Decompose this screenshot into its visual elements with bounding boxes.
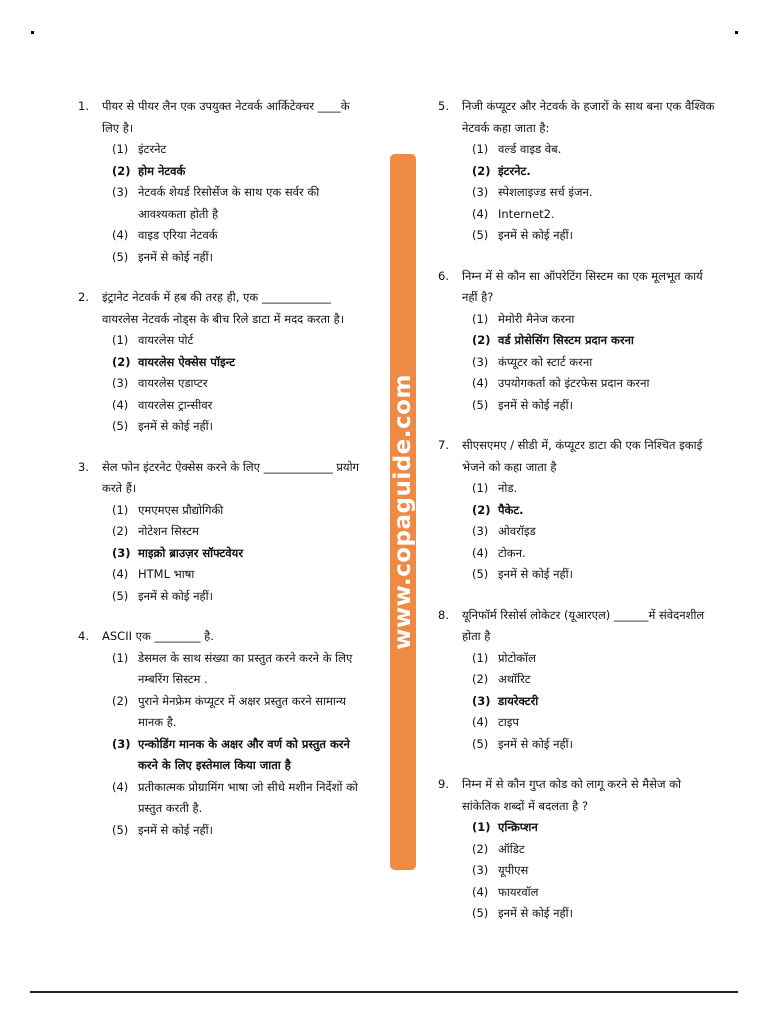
watermark-banner xyxy=(390,154,416,870)
option-text: HTML भाषा xyxy=(138,567,195,581)
option-text: डायरेक्टरी xyxy=(498,693,539,708)
option-text: डेसमल के साथ संख्या का प्रस्तुत करने करने के लिए नम्बरिंग सिस्टम . xyxy=(138,650,353,686)
option-text: स्पेशलाइज्ड सर्च इंजन. xyxy=(498,185,593,199)
corner-mark-right xyxy=(735,31,738,34)
option xyxy=(472,903,720,925)
watermark-text: www.copaguide.com xyxy=(390,374,416,650)
question-number: 8. xyxy=(438,607,449,622)
option-number: (2) xyxy=(472,333,491,347)
option-text: वर्ल्ड वाइड वेब. xyxy=(498,142,562,156)
option-text: मेमोरी मैनेज करना xyxy=(498,311,575,326)
option-number: (1) xyxy=(472,820,491,834)
question-text: सेल फोन इंटरनेट ऐक्सेस करने के लिए ____________ प्रयोग करते हैं। xyxy=(102,459,360,495)
option xyxy=(112,247,368,269)
option xyxy=(112,395,368,417)
option-correct xyxy=(472,161,720,183)
option-number: (5) xyxy=(112,822,129,837)
option-number: (1) xyxy=(112,650,129,665)
option-number: (1) xyxy=(112,502,129,517)
option xyxy=(472,669,720,691)
left-column xyxy=(78,96,368,841)
option-text: फायरवॉल xyxy=(498,884,539,899)
right-column xyxy=(438,96,720,925)
option-number: (1) xyxy=(112,142,129,156)
option-text: प्रतीकात्मक प्रोग्रामिंग भाषा जो सीधे मशीन निर्देशों को प्रस्तुत करती है. xyxy=(138,779,358,815)
question-number: 6. xyxy=(438,268,449,283)
question-text: इंट्रानेट नेटवर्क में हब की तरह ही, एक ____________ वायरलेस नेटवर्क नोड्स के बीच रिले डाटा में मदद करता है। xyxy=(102,290,345,326)
option xyxy=(112,330,368,352)
option xyxy=(112,586,368,608)
option xyxy=(112,521,368,543)
question-text: सीएसएमए / सीडी में, कंप्यूटर डाटा की एक निश्चित इकाई भेजने को कहा जाता है xyxy=(462,438,703,474)
question-7 xyxy=(438,435,720,586)
option-text: प्रोटोकॉल xyxy=(498,650,536,665)
option-correct xyxy=(112,161,368,183)
option xyxy=(112,500,368,522)
option-text: उपयोगकर्ता को इंटरफेस प्रदान करना xyxy=(498,376,650,390)
option-number: (5) xyxy=(112,419,129,433)
question-number: 7. xyxy=(438,438,449,452)
question-text: ASCII एक ________ है. xyxy=(102,629,214,643)
option-text: नोड. xyxy=(498,481,518,495)
option-correct xyxy=(112,543,368,565)
option-number: (2) xyxy=(112,354,131,369)
option-text: इनमें से कोई नहीं। xyxy=(498,228,573,242)
option-number: (2) xyxy=(472,502,491,517)
option-correct xyxy=(472,330,720,352)
option-correct xyxy=(472,500,720,522)
option-number: (3) xyxy=(112,736,131,751)
option-text: एन्कोडिंग मानक के अक्षर और वर्ण को प्रस्तुत करने करने के लिए इस्तेमाल किया जाता है xyxy=(138,736,350,772)
option-text: इनमें से कोई नहीं। xyxy=(498,397,573,412)
option-number: (4) xyxy=(112,779,129,794)
question-number: 9. xyxy=(438,777,449,791)
option-number: (4) xyxy=(472,545,489,560)
option-text: इनमें से कोई नहीं। xyxy=(138,822,213,837)
question-8 xyxy=(438,605,720,756)
option-number: (4) xyxy=(112,228,129,242)
option-list xyxy=(78,500,368,608)
option-number: (5) xyxy=(472,736,489,751)
option-number: (3) xyxy=(472,693,491,708)
option-number: (1) xyxy=(472,142,489,156)
option-correct xyxy=(112,734,368,777)
option-text: वायरलेस एडाप्टर xyxy=(138,376,208,390)
option-text: अथॉरिट xyxy=(498,672,531,686)
option-number: (4) xyxy=(112,567,129,581)
option xyxy=(472,309,720,331)
option-number: (5) xyxy=(112,588,129,603)
question-number: 4. xyxy=(78,629,89,643)
corner-mark-left xyxy=(31,31,34,34)
option xyxy=(112,648,368,691)
option-number: (4) xyxy=(472,206,489,221)
option-text: इनमें से कोई नहीं। xyxy=(498,906,573,920)
option xyxy=(472,712,720,734)
option-text: ऑडिट xyxy=(498,841,525,856)
option-number: (4) xyxy=(472,715,489,729)
option-number: (2) xyxy=(112,163,131,178)
option-number: (3) xyxy=(472,524,489,538)
option xyxy=(472,225,720,247)
question-9 xyxy=(438,774,720,925)
option-text: माइक्रो ब्राउज़र सॉफ्टवेयर xyxy=(138,545,244,560)
option xyxy=(472,839,720,861)
option-number: (2) xyxy=(472,672,489,686)
option-text: टाइप xyxy=(498,715,519,729)
option-text: होम नेटवर्क xyxy=(138,163,186,178)
question-text: यूनिफॉर्म रिसोर्स लोकेटर (यूआरएल) ______में संवेदनशील होता है xyxy=(462,607,705,643)
option-text: पैकेट. xyxy=(498,502,524,517)
option xyxy=(112,373,368,395)
bottom-divider xyxy=(30,991,738,993)
option xyxy=(472,139,720,161)
option-text: इनमें से कोई नहीं। xyxy=(498,736,573,751)
option xyxy=(472,352,720,374)
option-list xyxy=(438,139,720,247)
option-number: (2) xyxy=(112,524,129,538)
option-number: (4) xyxy=(472,884,489,899)
option-text: इनमें से कोई नहीं। xyxy=(138,249,213,264)
option-correct xyxy=(112,352,368,374)
option-number: (1) xyxy=(472,481,489,495)
option-text: वायरलेस पोर्ट xyxy=(138,333,194,347)
option xyxy=(472,521,720,543)
option-number: (5) xyxy=(472,906,489,920)
option-number: (2) xyxy=(472,841,489,856)
option xyxy=(472,860,720,882)
question-2 xyxy=(78,287,368,438)
option-correct xyxy=(472,817,720,839)
option-text: इनमें से कोई नहीं। xyxy=(498,567,573,581)
question-3 xyxy=(78,457,368,608)
option-number: (2) xyxy=(472,163,491,178)
question-text: निजी कंप्यूटर और नेटवर्क के हजारों के साथ बना एक वैश्विक नेटवर्क कहा जाता है: xyxy=(462,99,715,135)
option xyxy=(472,204,720,226)
option-text: एन्क्रिप्शन xyxy=(498,820,538,834)
option-list xyxy=(438,309,720,417)
option-number: (3) xyxy=(472,354,489,369)
option-number: (3) xyxy=(112,185,129,199)
option-number: (5) xyxy=(112,249,129,264)
option-list xyxy=(78,139,368,268)
option xyxy=(112,777,368,820)
option-text: ओवरॉइड xyxy=(498,524,536,538)
option-text: यूपीएस xyxy=(498,863,529,877)
option-number: (1) xyxy=(472,650,489,665)
option-number: (4) xyxy=(472,376,489,390)
option-number: (3) xyxy=(472,863,489,877)
option-text: नोटेशन सिस्टम xyxy=(138,524,199,538)
option-list xyxy=(78,330,368,438)
option xyxy=(472,648,720,670)
option xyxy=(112,691,368,734)
question-number: 3. xyxy=(78,459,89,474)
question-4 xyxy=(78,626,368,841)
option xyxy=(112,564,368,586)
option-text: कंप्यूटर को स्टार्ट करना xyxy=(498,354,593,369)
option xyxy=(112,820,368,842)
question-number: 5. xyxy=(438,99,449,113)
option-list xyxy=(78,648,368,842)
option-text: वायरलेस ऐक्सेस पॉइन्ट xyxy=(138,354,235,369)
option-number: (5) xyxy=(472,567,489,581)
option-number: (3) xyxy=(112,376,129,390)
question-text: निम्न में से कौन सा ऑपरेटिंग सिस्टम का एक मूलभूत कार्य नहीं है? xyxy=(462,268,703,304)
question-1 xyxy=(78,96,368,268)
question-6 xyxy=(438,266,720,417)
option-list xyxy=(438,478,720,586)
option-list xyxy=(438,648,720,756)
question-text: निम्न में से कौन गुप्त कोड को लागू करने से मैसेज को सांकेतिक शब्दों में बदलता है ? xyxy=(462,777,681,813)
option-correct xyxy=(472,691,720,713)
option xyxy=(472,882,720,904)
option-text: इनमें से कोई नहीं। xyxy=(138,419,213,433)
option xyxy=(472,564,720,586)
option-number: (2) xyxy=(112,693,129,708)
option-text: इंटरनेट xyxy=(138,142,167,156)
option-number: (3) xyxy=(112,545,131,560)
option-text: इंटरनेट. xyxy=(498,163,531,178)
option xyxy=(112,416,368,438)
option xyxy=(472,395,720,417)
question-number: 2. xyxy=(78,290,89,304)
option-text: वाइड एरिया नेटवर्क xyxy=(138,228,218,242)
option-text: इनमें से कोई नहीं। xyxy=(138,588,213,603)
option xyxy=(472,182,720,204)
question-number: 1. xyxy=(78,99,89,113)
option-number: (5) xyxy=(472,228,489,242)
question-5 xyxy=(438,96,720,247)
option-number: (1) xyxy=(112,333,129,347)
option-number: (4) xyxy=(112,397,129,412)
option-number: (5) xyxy=(472,397,489,412)
option-list xyxy=(438,817,720,925)
option-number: (1) xyxy=(472,311,489,326)
option-text: वायरलेस ट्रान्सीवर xyxy=(138,397,213,412)
option xyxy=(472,543,720,565)
option xyxy=(112,139,368,161)
option-text: वर्ड प्रोसेसिंग सिस्टम प्रदान करना xyxy=(498,333,634,347)
option-text: Internet2. xyxy=(498,206,555,221)
option-text: पुराने मेनफ्रेम कंप्यूटर में अक्षर प्रस्तुत करने सामान्य मानक है. xyxy=(138,693,346,729)
option xyxy=(112,182,368,225)
option xyxy=(472,373,720,395)
option-number: (3) xyxy=(472,185,489,199)
option xyxy=(112,225,368,247)
option-text: एमएमएस प्रौद्योगिकी xyxy=(138,502,224,517)
option xyxy=(472,734,720,756)
question-text: पीयर से पीयर लैन एक उपयुक्त नेटवर्क आर्किटेक्चर ____के लिए है। xyxy=(102,99,350,135)
option-text: टोकन. xyxy=(498,545,526,560)
option-text: नेटवर्क शेयर्ड रिसोर्सेज के साथ एक सर्वर की आवश्यकता होती है xyxy=(138,185,320,221)
option xyxy=(472,478,720,500)
